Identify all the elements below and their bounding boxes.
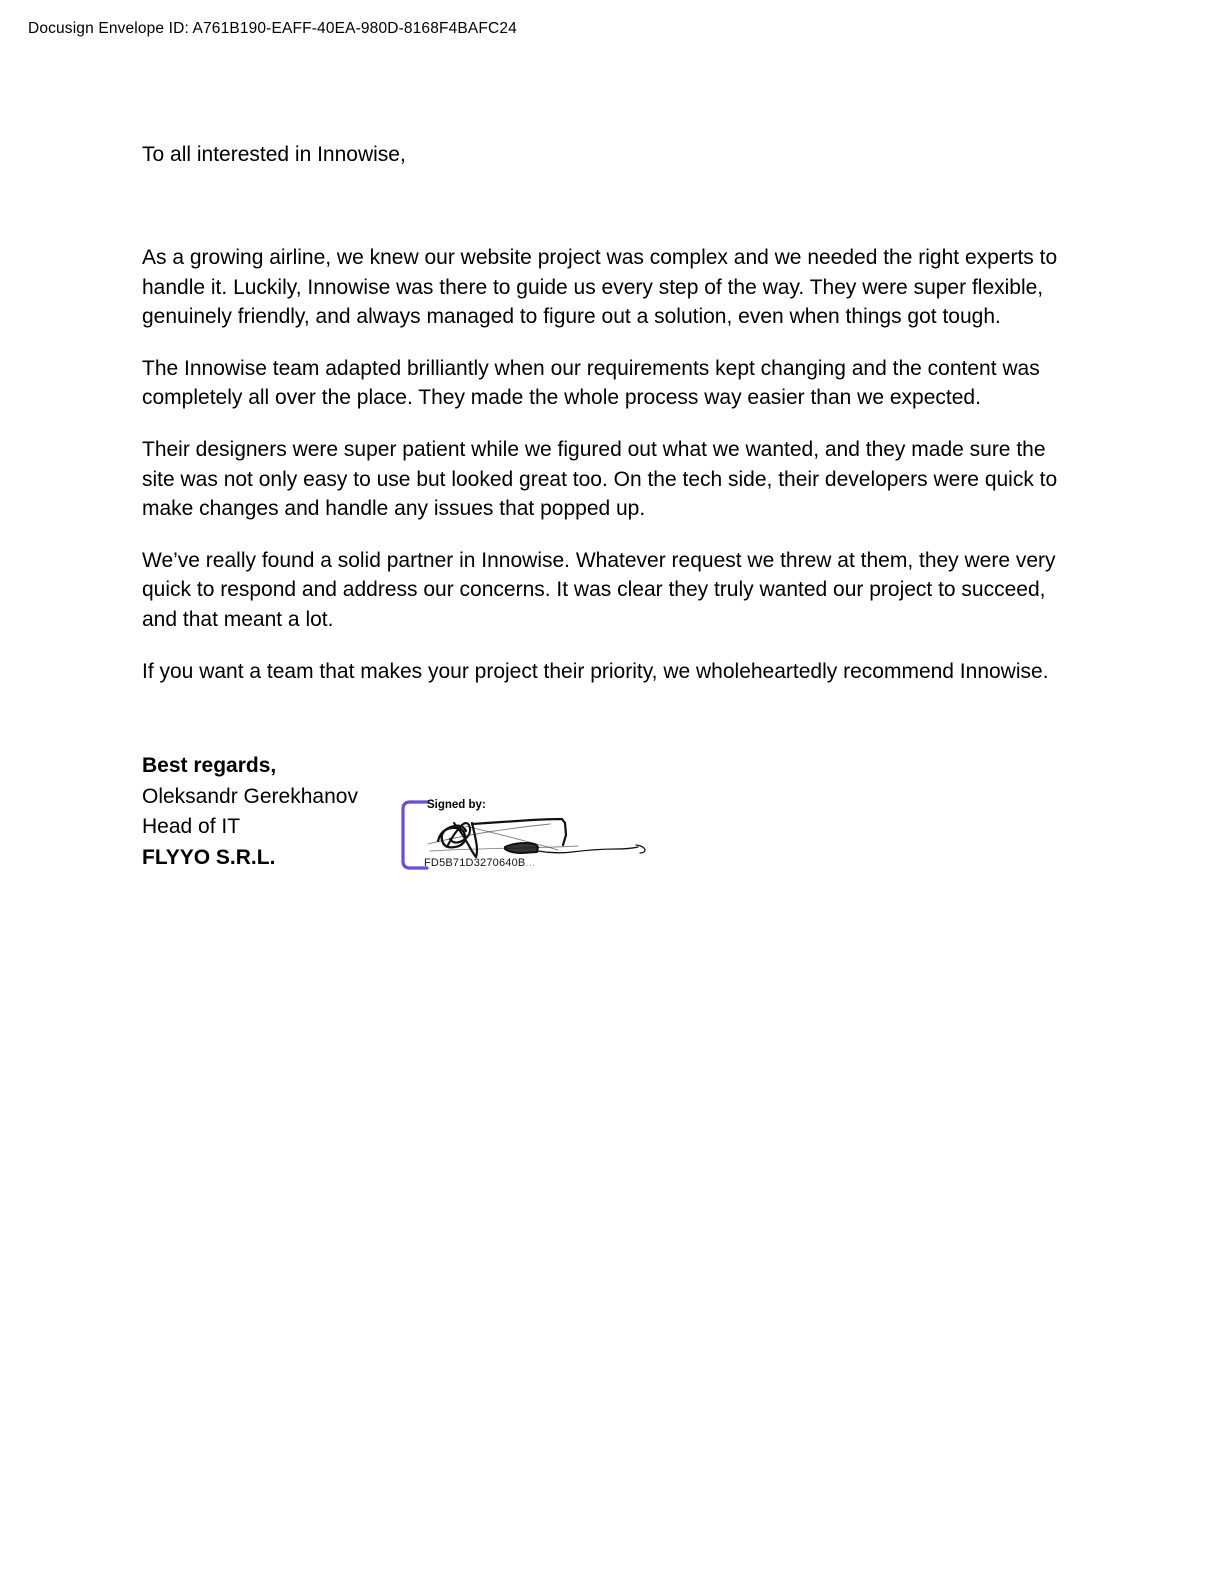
signer-company: FLYYO S.R.L. [142,845,276,869]
body-paragraph-1: As a growing airline, we knew our website project was complex and we needed the right experts to handle it. Luckily, Innowise was there to guide us every step of the way. They were super flexible, genuinely friendly, and always managed to figure out a solution, even when things got tough. [142,246,1058,329]
docusign-signature-stamp [400,799,660,879]
letter-body [142,140,1070,686]
signature-id-ellipsis: ... [525,857,536,869]
body-paragraph-3: Their designers were super patient while we figured out what we wanted, and they made sure the site was not only easy to use but looked great too. On the tech side, their developers were quick to make changes and handle any issues that popped up. [142,437,1058,521]
signer-name: Oleksandr Gerekhanov [142,784,358,808]
signed-by-label: Signed by: [427,799,486,811]
signature-id-value: FD5B71D3270640B [424,857,526,869]
salutation: To all interested in Innowise, [142,143,406,166]
closing-regards: Best regards, [142,754,277,777]
body-paragraph-5: If you want a team that makes your project their priority, we wholeheartedly recommend Innowise. [142,659,1049,683]
handwritten-signature-icon [410,811,660,859]
docusign-envelope-id: Docusign Envelope ID: A761B190-EAFF-40EA-980D-8168F4BAFC24 [28,20,517,37]
body-paragraph-4: We’ve really found a solid partner in Innowise. Whatever request we threw at them, they were very quick to respond and address our concerns. It was clear they truly wanted our project to succeed, and that meant a lot. [142,548,1056,631]
body-paragraph-2: The Innowise team adapted brilliantly when our requirements kept changing and the content was completely all over the place. They made the whole process way easier than we expected. [142,356,1040,410]
signature-id [424,857,535,870]
signer-title: Head of IT [142,815,241,838]
